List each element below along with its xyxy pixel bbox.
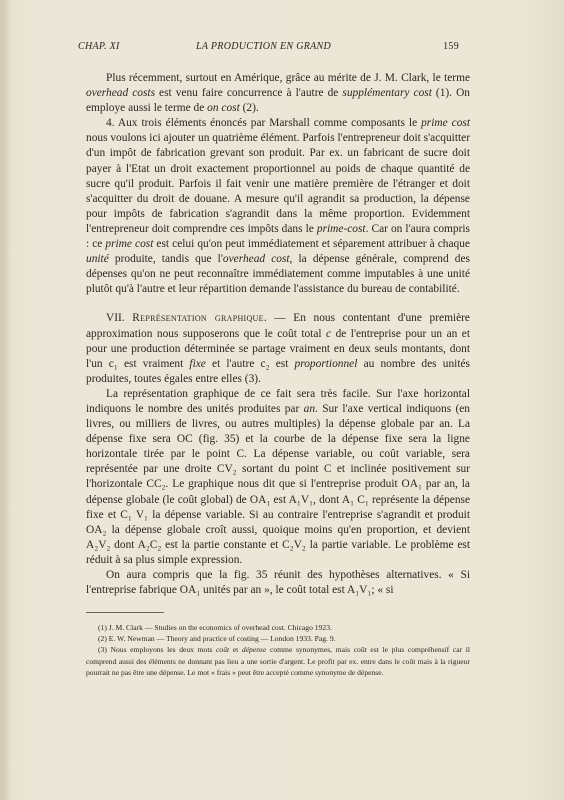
- italic-term: supplémentary cost: [342, 87, 432, 100]
- italic-term: dépense: [241, 645, 267, 655]
- main-text: [86, 71, 470, 598]
- italic-term: prime cost: [421, 117, 470, 130]
- paragraph-graphic-representation: [86, 387, 470, 568]
- italic-term: prime-cost: [316, 222, 366, 235]
- paragraph-section-4: [86, 116, 470, 297]
- text-run: nous voulons ici ajouter un quatrième élément. Parfois l'entrepreneur doit s'acquitter d'un impôt de fabrication grevant son produit. Par ex. un fabricant de sucre doit payer à l'Etat un droit exactement proportionnel au poids de chaque quantité de sucre qu'il produit. Parfois il fait venir une matière première de l'étranger et doit s'acquitter du droit de douane. A mesure qu'il agrandit sa production, la dépense pour impôts de fabrication s'agrandit dans la même proportion. Evidemment l'entrepreneur doit comprendre ces impôts dans le: [86, 132, 470, 235]
- text-run: (1). On employe aussi le terme de: [86, 87, 470, 115]
- text-run: On aura compris que la fig. 35 réunit des hypothèses alternatives. « Si l'entreprise fabrique OA₁ unités par an », le coût total est A₁V₁; « si: [86, 569, 470, 597]
- page-gutter-shadow: [0, 0, 10, 800]
- text-run: . Sur l'axe vertical indiquons (en livres, ou milliers de livres, ou autres multiples) la dépense globale par an. La dépense fixe sera OC (fig. 35) et la courbe de la dépense fixe sera la ligne horizontale tirée par le point C. La dépense variable, ou coût variable, sera représentée par une droite CV₂ sortant du point C et inclinée positivement sur l'horizontale CC₂. Le graphique nous dit que si l'entreprise produit OA₁ par an, la dépense globale (le coût global) de OA₁ est A₁V₁, dont A₁ C₁ représente la dépense fixe et C₁ V₁ la dépense variable. Si au contraire l'entreprise s'agrandit et produit OA₂ la dépense globale croît aussi, quoique moins qu'en proportion, et devient A₂V₂ dont A₂C₂ est la partie constante et C₂V₂ la partie variable. Le problème est réduit à sa plus simple expression.: [86, 402, 471, 566]
- text-run: Plus récemment, surtout en Amérique, grâce au mérite de J. M. Clark, le terme: [106, 72, 470, 84]
- section-gap: [86, 297, 470, 311]
- italic-term: unité: [86, 253, 109, 266]
- text-run: VII.: [106, 312, 133, 325]
- footnote-1: [86, 622, 470, 633]
- italic-term: proportionnel: [294, 357, 358, 370]
- footnote-separator: [86, 612, 164, 613]
- text-run: 4. Aux trois éléments énoncés par Marshall comme composants le: [106, 117, 422, 130]
- text-run: et: [229, 645, 242, 655]
- italic-term: coût: [216, 645, 230, 655]
- text-run: est celui qu'on peut immédiatement et séparement attribuer à chaque: [153, 238, 470, 251]
- text-run: (3) Nous employons les deux mots: [98, 645, 217, 655]
- paragraph-overhead-costs: [86, 71, 470, 116]
- text-run: (2).: [239, 102, 259, 115]
- text-run: au nombre des unités produites, toutes égales entre elles (3).: [86, 357, 470, 385]
- paragraph-section-vii: [86, 311, 470, 386]
- running-title: LA PRODUCTION EN GRAND: [196, 41, 332, 52]
- italic-term: prime cost: [105, 238, 154, 251]
- text-run: et l'autre c₂ est: [205, 357, 295, 370]
- text-run: . — En nous contentant d'une première approximation nous supposerons que le coût total: [86, 312, 470, 340]
- text-run: de l'entreprise pour un an et pour une production déterminée se partage vraiment en deux seuls montants, dont l'un c₁ est vraiment: [86, 327, 471, 370]
- italic-term: overhead costs: [86, 87, 155, 100]
- section-heading: Représentation graphique: [132, 312, 264, 325]
- text-run: La représentation graphique de ce fait sera très facile. Sur l'axe horizontal indiquons le nombre des unités produites par: [86, 387, 470, 415]
- footnotes: [86, 622, 470, 678]
- text-run: comme synonymes, mais coût est le plus compréhensif car il comprend aussi des éléments ne donnant pas lieu a une sortie d'argent. Le profit par ex. entre dans le coût mais à la rigueur pourrait ne pas être une dépense. Le mot « frais » peut être accepté comme synonyme de dépense.: [86, 645, 470, 677]
- text-run: . Car on l'aura compris : ce: [86, 222, 470, 251]
- italic-term: an: [303, 402, 316, 415]
- footnote-3: [86, 644, 470, 678]
- footnote-2: [86, 633, 470, 644]
- page-number: 159: [443, 41, 459, 52]
- paragraph-fig-35: [86, 568, 470, 598]
- text-run: produite, tandis que l': [108, 253, 223, 266]
- text-run: (2) E. W. Newman — Theory and practice of costing — London 1933. Pag. 9.: [98, 634, 336, 644]
- italic-term: on cost: [207, 102, 240, 115]
- text-run: est venu faire concurrence à l'autre de: [155, 87, 343, 100]
- italic-term: overhead cost: [222, 253, 290, 266]
- text-run: , la dépense générale, comprend des dépenses qu'on ne peut reconnaître immédiatement comme imputables à une unité plutôt qu'à l'autre et leur répartition demande l'assistance du bureau de contabilité.: [86, 253, 470, 296]
- chapter-label: CHAP. XI: [78, 41, 120, 52]
- italic-term: c: [326, 327, 332, 340]
- italic-term: fixe: [189, 357, 206, 370]
- text-run: (1) J. M. Clark — Studies on the economics of overhead cost. Chicago 1923.: [98, 623, 332, 632]
